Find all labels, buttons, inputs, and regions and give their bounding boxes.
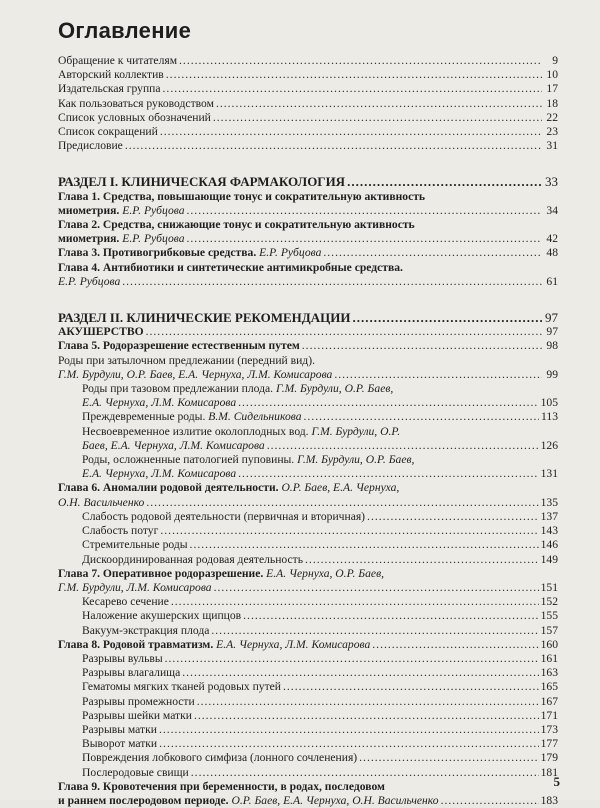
ch5-sub-1-line-1[interactable]: Роды при затылочном предлежании (передний вид). [58, 353, 315, 367]
page-title: Оглавление [58, 18, 192, 43]
entry-title: Гематомы мягких тканей родовых путей [82, 680, 281, 694]
chapter-1-line-1[interactable]: Глава 1. Средства, повышающие тонус и сократительную активность [58, 189, 426, 203]
author: Е.А. Чернуха, О.Р. Баев, [266, 566, 384, 580]
ch5-sub-2-line-1[interactable]: Роды при тазовом предлежании плода. Г.М. Бурдули, О.Р. Баев, [82, 382, 394, 396]
page-ref: 34 [546, 203, 558, 217]
page-ref: 126 [540, 438, 558, 452]
toc-entry[interactable] [58, 139, 558, 153]
front-matter-list [58, 54, 558, 153]
author: Е.А. Чернуха, Л.М. Комисарова [82, 467, 237, 481]
page-ref: 152 [540, 595, 558, 609]
chapter-6-line-2[interactable] [58, 496, 558, 510]
author: Г.М. Бурдули, О.Р. Баев, Е.А. Чернуха, Л.М. Комисарова [58, 367, 333, 381]
author: Е.Р. Рубцова [122, 232, 185, 246]
entry-title: Дискоординированная родовая деятельность [82, 552, 304, 566]
page-ref: 48 [546, 246, 558, 260]
toc-entry[interactable] [58, 751, 558, 765]
entry-title: Наложение акушерских щипцов [82, 609, 242, 623]
page-ref: 98 [546, 339, 558, 353]
author: Е.Р. Рубцова [259, 246, 322, 260]
author: Г.М. Бурдули, Л.М. Комисарова [58, 580, 212, 594]
author: Г.М. Бурдули, О.Р. Баев, [275, 382, 394, 396]
ch5-sub-3[interactable]: Преждевременные роды. В.М. Сидельникова ..... 113 [58, 410, 558, 424]
page-ref: 33 [545, 174, 558, 190]
chapter-8[interactable]: Глава 8. Родовой травматизм. Е.А. Чернуха, Л.М. Комисарова ..... 160 [58, 638, 558, 652]
chapter-2-line-2[interactable] [58, 232, 558, 246]
chapter-1-line-2[interactable] [58, 204, 558, 218]
page-ref: 99 [546, 367, 558, 381]
chapter-5[interactable] [58, 339, 558, 353]
entry-title: Разрывы матки [82, 722, 157, 736]
obstetrics-heading[interactable] [58, 325, 558, 339]
entry-title: Разрывы промежности [82, 694, 195, 708]
page-ref: 165 [540, 680, 558, 694]
author: Е.А. Чернуха, Л.М. Комисарова [216, 637, 371, 651]
toc-entry[interactable] [58, 737, 558, 751]
page-ref: 149 [540, 552, 558, 566]
page-ref: 31 [546, 139, 558, 153]
page-ref: 105 [540, 396, 558, 410]
author: В.М. Сидельникова [208, 410, 302, 424]
chapter-label: миометрия. [58, 232, 120, 246]
page-ref: 97 [546, 325, 558, 339]
toc-entry[interactable] [58, 666, 558, 680]
obstetrics-title: АКУШЕРСТВО [58, 325, 144, 339]
toc-entry[interactable] [58, 723, 558, 737]
toc-entry[interactable] [58, 680, 558, 694]
entry-title: Как пользоваться руководством [58, 96, 214, 110]
entry-title: Список условных обозначений [58, 110, 211, 124]
toc-entry[interactable] [58, 538, 558, 552]
page-ref: 22 [546, 110, 558, 124]
page-ref: 113 [541, 410, 558, 424]
table-of-contents [58, 54, 558, 808]
page-ref: 161 [540, 651, 558, 665]
toc-entry[interactable] [58, 524, 558, 538]
toc-entry[interactable] [58, 125, 558, 139]
chapter-7-line-2[interactable] [58, 581, 558, 595]
entry-title: Разрывы влагалища [82, 666, 181, 680]
toc-entry[interactable] [58, 652, 558, 666]
entry-title: Список сокращений [58, 125, 158, 139]
toc-entry[interactable] [58, 553, 558, 567]
toc-entry[interactable] [58, 82, 558, 96]
entry-title: Разрывы вульвы [82, 651, 163, 665]
page-number: 5 [553, 774, 560, 789]
page-ref: 135 [540, 495, 558, 509]
entry-title: Слабость потуг [82, 524, 159, 538]
author: Г.М. Бурдули, О.Р. [311, 424, 401, 438]
page-ref: 167 [540, 694, 558, 708]
chapter-7-subsections [58, 595, 558, 638]
toc-entry[interactable] [58, 595, 558, 609]
author: О.Р. Баев, Е.А. Чернуха, О.Н. Васильченко [231, 793, 439, 807]
section-2-heading[interactable] [58, 311, 558, 325]
page-ref: 18 [546, 96, 558, 110]
entry-title: Кесарево сечение [82, 595, 169, 609]
toc-entry[interactable] [58, 695, 558, 709]
entry-title: Авторский коллектив [58, 68, 164, 82]
ch5-sub-5-line-2[interactable] [58, 467, 558, 481]
page-ref: 97 [545, 310, 558, 326]
author: Баев, Е.А. Чернуха, Л.М. Комисарова [82, 438, 265, 452]
chapter-9-line-1[interactable]: Глава 9. Кровотечения при беременности, в родах, последовом [58, 779, 385, 793]
page-ref: 146 [540, 538, 558, 552]
page-ref: 157 [540, 623, 558, 637]
chapter-label: миометрия. [58, 203, 120, 217]
chapter-label: Глава 3. Противогрибковые средства. [58, 246, 257, 260]
page-ref: 42 [546, 232, 558, 246]
entry-title: Издательская группа [58, 82, 161, 96]
entry-title: Обращение к читателям [58, 54, 178, 67]
entry-title: Вакуум-экстракция плода [82, 623, 210, 637]
chapter-4-line-2[interactable] [58, 275, 558, 289]
page-ref: 151 [540, 580, 558, 594]
page-ref: 143 [540, 524, 558, 538]
entry-title: Повреждения лобкового симфиза (лонного сочленения) [82, 751, 358, 765]
author: Е.А. Чернуха, Л.М. Комисарова [82, 396, 237, 410]
page-ref: 173 [540, 722, 558, 736]
page-ref: 61 [546, 274, 558, 288]
toc-entry[interactable] [58, 766, 558, 780]
chapter-6-subsections [58, 510, 558, 567]
chapter-4-line-1[interactable]: Глава 4. Антибиотики и синтетические антимикробные средства. [58, 260, 403, 274]
toc-entry[interactable] [58, 609, 558, 623]
author: О.Р. Баев, Е.А. Чернуха, [281, 481, 400, 495]
page-ref: 177 [540, 737, 558, 751]
toc-entry[interactable] [58, 54, 558, 68]
section-1-title: РАЗДЕЛ I. КЛИНИЧЕСКАЯ ФАРМАКОЛОГИЯ [58, 174, 346, 190]
page-ref: 17 [546, 82, 558, 96]
page-ref: 137 [540, 509, 558, 523]
chapter-9-line-2[interactable]: и раннем послеродовом периоде. О.Р. Баев, Е.А. Чернуха, О.Н. Васильченко ..... 183 [58, 794, 558, 808]
section-2-title: РАЗДЕЛ II. КЛИНИЧЕСКИЕ РЕКОМЕНДАЦИИ [58, 310, 351, 326]
chapter-8-subsections [58, 652, 558, 780]
page-ref: 160 [540, 637, 558, 651]
ch5-sub-2-line-2[interactable] [58, 396, 558, 410]
page-ref: 23 [546, 125, 558, 139]
toc-entry[interactable] [58, 68, 558, 82]
ch5-sub-4-line-1[interactable]: Несвоевременное излитие околоплодных вод. Г.М. Бурдули, О.Р. [82, 424, 401, 438]
entry-title: Выворот матки [82, 737, 158, 751]
page-ref: 179 [540, 751, 558, 765]
page-ref: 155 [540, 609, 558, 623]
entry-title: Разрывы шейки матки [82, 708, 192, 722]
author: Г.М. Бурдули, О.Р. Баев, [297, 453, 415, 467]
ch5-sub-1-line-2[interactable] [58, 368, 558, 382]
toc-entry[interactable] [58, 111, 558, 125]
toc-entry[interactable] [58, 510, 558, 524]
entry-title: Предисловие [58, 139, 123, 153]
page-ref: 171 [540, 708, 558, 722]
page-ref: 9 [552, 54, 558, 67]
section-1-heading[interactable] [58, 175, 558, 189]
chapter-6-line-1[interactable]: Глава 6. Аномалии родовой деятельности. О.Р. Баев, Е.А. Чернуха, [58, 481, 400, 495]
page-ref: 10 [546, 68, 558, 82]
page-ref: 183 [540, 793, 558, 807]
author: Е.Р. Рубцова [122, 203, 185, 217]
author: О.Н. Васильченко [58, 495, 145, 509]
author: Е.Р. Рубцова [58, 274, 121, 288]
entry-title: Слабость родовой деятельности (первичная и вторичная) [82, 509, 366, 523]
page-ref: 181 [540, 765, 558, 779]
entry-title: Послеродовые свищи [82, 765, 189, 779]
ch5-sub-4-line-2[interactable] [58, 439, 558, 453]
toc-entry[interactable] [58, 709, 558, 723]
ch5-sub-5-line-1[interactable]: Роды, осложненные патологией пуповины. Г.М. Бурдули, О.Р. Баев, [82, 453, 415, 467]
page-ref: 163 [540, 666, 558, 680]
chapter-5-title: Глава 5. Родоразрешение естественным путем [58, 339, 300, 353]
chapter-3[interactable] [58, 246, 558, 260]
entry-title: Стремительные роды [82, 538, 188, 552]
chapter-7-line-1[interactable]: Глава 7. Оперативное родоразрешение. Е.А. Чернуха, О.Р. Баев, [58, 566, 384, 580]
chapter-2-line-1[interactable]: Глава 2. Средства, снижающие тонус и сократительную активность [58, 218, 415, 232]
toc-entry[interactable] [58, 97, 558, 111]
page-ref: 131 [540, 467, 558, 481]
toc-entry[interactable] [58, 624, 558, 638]
